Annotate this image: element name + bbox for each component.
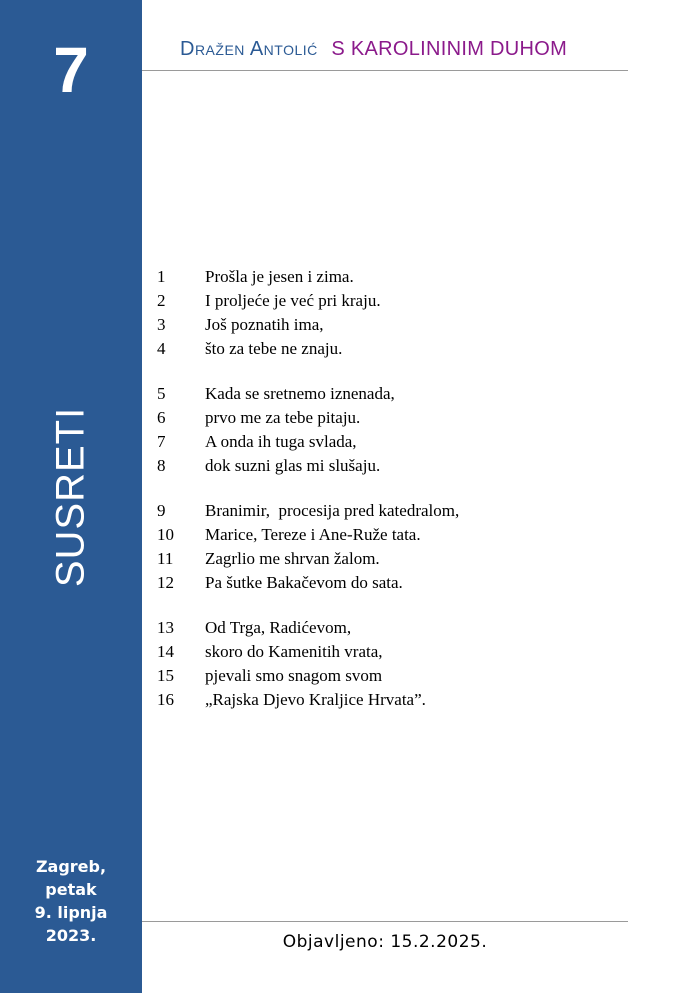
verse-line: [157, 547, 459, 571]
verse-line: [157, 640, 459, 664]
verse-number: 8: [157, 456, 166, 475]
verse-number: 7: [157, 432, 166, 451]
verse-number: 2: [157, 291, 166, 310]
place-date-line: 9. lipnja: [34, 903, 108, 922]
verse-number: 1: [157, 267, 166, 286]
publication-date: Objavljeno: 15.2.2025.: [282, 932, 488, 952]
stanza: [157, 382, 459, 478]
verse-number: 12: [157, 573, 174, 592]
verse-line: [157, 430, 459, 454]
verse-number: 10: [157, 525, 174, 544]
verse-text: Pa šutke Bakačevom do sata.: [205, 573, 403, 592]
stanza: [157, 616, 459, 712]
book-title: S KAROLININIM DUHOM: [331, 38, 568, 60]
verse-number: 11: [157, 549, 174, 568]
header-divider: [142, 70, 628, 71]
verse-number: 13: [157, 618, 174, 637]
section-title: SUSRETI: [48, 406, 93, 588]
place-date-line: Zagreb,: [35, 857, 107, 876]
page-header: [180, 38, 567, 61]
verse-text: dok suzni glas mi slušaju.: [205, 456, 381, 475]
verse-text: A onda ih tuga svlada,: [205, 432, 357, 451]
footer-divider: [142, 921, 628, 922]
verse-text: prvo me za tebe pitaju.: [205, 408, 361, 427]
verse-line: [157, 571, 459, 595]
verse-number: 6: [157, 408, 166, 427]
verse-text: I proljeće je već pri kraju.: [205, 291, 381, 310]
verse-line: [157, 616, 459, 640]
verse-line: [157, 382, 459, 406]
verse-number: 4: [157, 339, 166, 358]
verse-line: [157, 265, 459, 289]
verse-text: pjevali smo snagom svom: [205, 666, 383, 685]
poem: [157, 265, 459, 733]
verse-text: Od Trga, Radićevom,: [205, 618, 352, 637]
verse-number: 15: [157, 666, 174, 685]
verse-number: 5: [157, 384, 166, 403]
sidebar: [0, 0, 142, 993]
verse-text: Marice, Tereze i Ane-Ruže tata.: [205, 525, 421, 544]
place-date-line: 2023.: [45, 926, 97, 945]
verse-line: [157, 454, 459, 478]
verse-text: Branimir, procesija pred katedralom,: [205, 501, 460, 520]
verse-line: [157, 688, 459, 712]
verse-number: 14: [157, 642, 174, 661]
verse-text: Kada se sretnemo iznenada,: [205, 384, 395, 403]
verse-line: [157, 664, 459, 688]
verse-text: što za tebe ne znaju.: [205, 339, 343, 358]
verse-number: 9: [157, 501, 166, 520]
verse-text: Zagrlio me shrvan žalom.: [205, 549, 380, 568]
stanza: [157, 499, 459, 595]
verse-line: [157, 523, 459, 547]
verse-line: [157, 337, 459, 361]
stanza: [157, 265, 459, 361]
verse-line: [157, 499, 459, 523]
verse-text: „Rajska Djevo Kraljice Hrvata”.: [205, 690, 426, 709]
verse-line: [157, 313, 459, 337]
verse-line: [157, 289, 459, 313]
verse-number: 3: [157, 315, 166, 334]
place-date-line: petak: [45, 880, 97, 899]
place-date: [0, 855, 142, 947]
verse-text: Prošla je jesen i zima.: [205, 267, 354, 286]
verse-text: skoro do Kamenitih vrata,: [205, 642, 383, 661]
verse-number: 16: [157, 690, 174, 709]
verse-text: Još poznatih ima,: [205, 315, 324, 334]
author-name: Dražen Antolić: [180, 38, 318, 60]
chapter-number: 7: [53, 34, 89, 106]
verse-line: [157, 406, 459, 430]
